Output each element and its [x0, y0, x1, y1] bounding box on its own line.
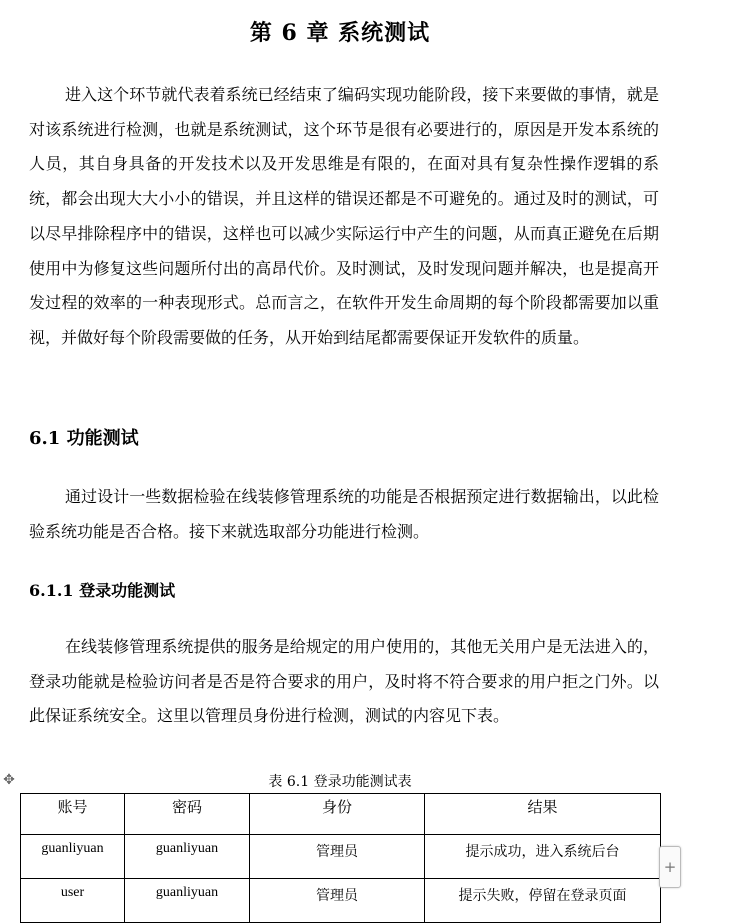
header-result: 结果 — [425, 794, 661, 835]
section-heading-6-1: 6.1 功能测试 — [29, 428, 139, 449]
chapter-title: 第 6 章 系统测试 — [249, 20, 431, 46]
table-row — [21, 835, 661, 879]
cell-result: 提示失败，停留在登录页面 — [425, 879, 661, 923]
cell-account: user — [21, 879, 125, 923]
cell-role: 管理员 — [250, 879, 425, 923]
intro-paragraph: 进入这个环节就代表着系统已经结束了编码实现功能阶段，接下来要做的事情，就是对该系统进行检测，也就是系统测试，这个环节是很有必要进行的，原因是开发本系统的人员，其自身具备的开发技术以及开发思维是有限的，在面对具有复杂性操作逻辑的系统，都会出现大大小小的错误，并且这样的错误还都是不可避免的。通过及时的测试，可以尽早排除程序中的错误，这样也可以减少实际运行中产生的问题，从而真正避免在后期使用中为修复这些问题所付出的高昂代价。及时测试，及时发现问题并解决，也是提高开发过程的效率的一种表现形式。总而言之，在软件开发生命周期的每个阶段都需要加以重视，并做好每个阶段需要做的任务，从开始到结尾都需要保证开发软件的质量。 — [29, 85, 659, 347]
table-move-handle-icon[interactable]: ✥ — [3, 772, 15, 788]
header-password: 密码 — [125, 794, 250, 835]
cell-password: guanliyuan — [125, 835, 250, 879]
cell-password: guanliyuan — [125, 879, 250, 923]
cell-account: guanliyuan — [21, 835, 125, 879]
login-test-table — [20, 793, 661, 923]
table-row — [21, 879, 661, 923]
cell-result: 提示成功，进入系统后台 — [425, 835, 661, 879]
cell-role: 管理员 — [250, 835, 425, 879]
section-6-1-paragraph: 通过设计一些数据检验在线装修管理系统的功能是否根据预定进行数据输出，以此检验系统功能是否合格。接下来就选取部分功能进行检测。 — [29, 487, 659, 541]
section-heading-6-1-1: 6.1.1 登录功能测试 — [29, 581, 176, 600]
header-account: 账号 — [21, 794, 125, 835]
table-header-row — [21, 794, 661, 835]
table-caption: 表 6.1 登录功能测试表 — [268, 774, 412, 790]
section-6-1-1-paragraph: 在线装修管理系统提供的服务是给规定的用户使用的，其他无关用户是无法进入的，登录功能就是检验访问者是否是符合要求的用户，及时将不符合要求的用户拒之门外。以此保证系统安全。这里以管理员身份进行检测，测试的内容见下表。 — [29, 637, 659, 726]
add-row-plus-icon[interactable]: + — [659, 846, 681, 888]
header-role: 身份 — [250, 794, 425, 835]
